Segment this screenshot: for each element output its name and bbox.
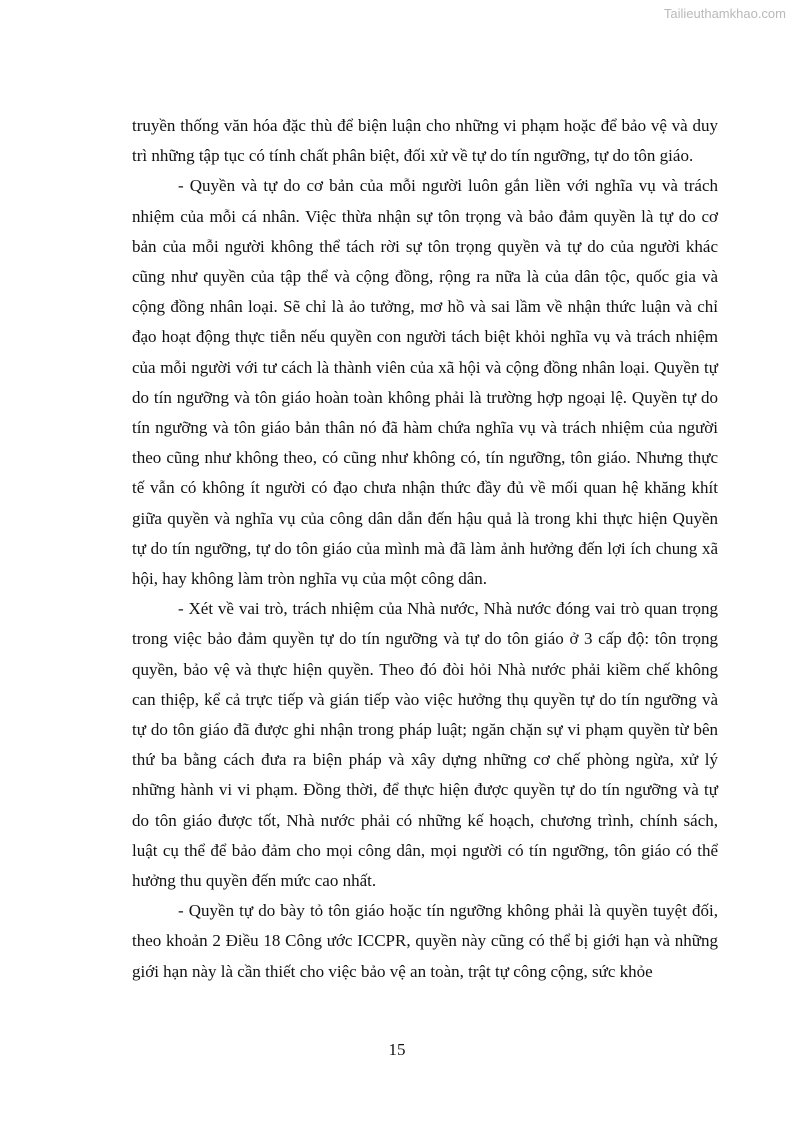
page-number: 15 <box>388 1040 406 1059</box>
document-body <box>132 111 718 987</box>
paragraph-limitations: - Quyền tự do bày tỏ tôn giáo hoặc tín ngưỡng không phải là quyền tuyệt đối, theo khoản 2 Điều 18 Công ước ICCPR, quyền này cũng có thể bị giới hạn và những giới hạn này là cần thiết cho việc bảo vệ an toàn, trật tự công cộng, sức khỏe <box>132 901 718 981</box>
watermark: Tailieuthamkhao.com <box>663 6 786 21</box>
paragraph-state-role: - Xét về vai trò, trách nhiệm của Nhà nước, Nhà nước đóng vai trò quan trọng trong việc bảo đảm quyền tự do tín ngưỡng và tự do tôn giáo ở 3 cấp độ: tôn trọng quyền, bảo vệ và thực hiện quyền. Theo đó đòi hỏi Nhà nước phải kiềm chế không can thiệp, kể cả trực tiếp và gián tiếp vào việc hưởng thụ quyền tự do tín ngưỡng và tự do tôn giáo đã được ghi nhận trong pháp luật; ngăn chặn sự vi phạm quyền từ bên thứ ba bằng cách đưa ra biện pháp và xây dựng những cơ chế phòng ngừa, xử lý những hành vi vi phạm. Đồng thời, để thực hiện được quyền tự do tín ngưỡng và tự do tôn giáo được tốt, Nhà nước phải có những kế hoạch, chương trình, chính sách, luật cụ thể để bảo đảm cho mọi công dân, mọi người có tín ngưỡng, tôn giáo có thể hưởng thu quyền đến mức cao nhất. <box>132 599 718 891</box>
paragraph-rights-and-duties: - Quyền và tự do cơ bản của mỗi người luôn gắn liền với nghĩa vụ và trách nhiệm của mỗi cá nhân. Việc thừa nhận sự tôn trọng và bảo đảm quyền là tự do cơ bản của mỗi người không thể tách rời sự tôn trọng quyền và tự do của người khác cũng như quyền của tập thể và cộng đồng, rộng ra nữa là của dân tộc, quốc gia và cộng đồng nhân loại. Sẽ chỉ là ảo tưởng, mơ hồ và sai lầm về nhận thức luận và chỉ đạo hoạt động thực tiễn nếu quyền con người tách biệt khỏi nghĩa vụ và trách nhiệm của mỗi người với tư cách là thành viên của xã hội và cộng đồng nhân loại. Quyền tự do tín ngưỡng và tôn giáo hoàn toàn không phải là trường hợp ngoại lệ. Quyền tự do tín ngưỡng và tôn giáo bản thân nó đã hàm chứa nghĩa vụ và trách nhiệm của người theo cũng như không theo, có cũng như không có, tín ngưỡng, tôn giáo. Nhưng thực tế vẫn có không ít người có đạo chưa nhận thức đầy đủ về mối quan hệ khăng khít giữa quyền và nghĩa vụ của công dân dẫn đến hậu quả là trong khi thực hiện Quyền tự do tín ngưỡng, tự do tôn giáo của mình mà đã làm ảnh hưởng đến lợi ích chung xã hội, hay không làm tròn nghĩa vụ của một công dân. <box>132 176 718 589</box>
paragraph-continuation: truyền thống văn hóa đặc thù để biện luận cho những vi phạm hoặc để bảo vệ và duy trì những tập tục có tính chất phân biệt, đối xử về tự do tín ngưỡng, tự do tôn giáo. <box>132 116 718 166</box>
